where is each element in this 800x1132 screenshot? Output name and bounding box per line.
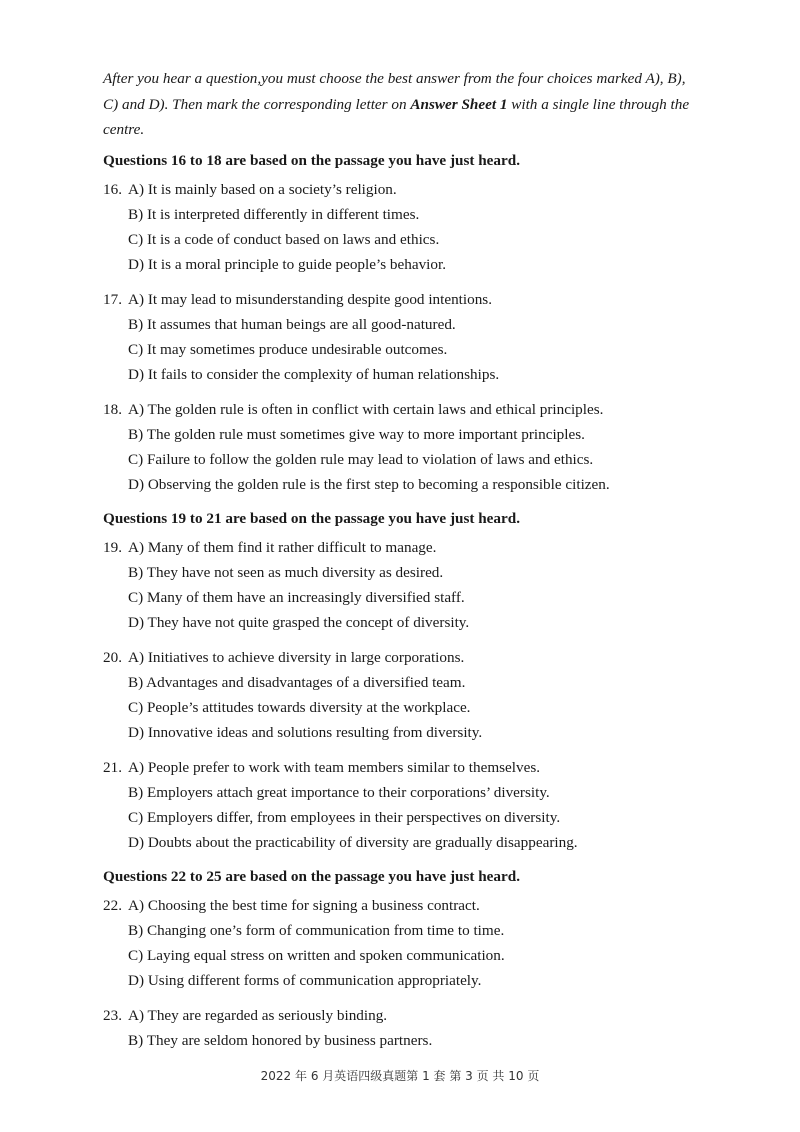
option-text: A) It may lead to misunderstanding despite good intentions. [128, 290, 493, 308]
page-footer: 2022 年 6 月英语四级真题第 1 套 第 3 页 共 10 页 [260, 1069, 540, 1083]
option-text: B) The golden rule must sometimes give way to more important principles. [128, 425, 585, 443]
option-c [103, 447, 703, 472]
option-text: B) Advantages and disadvantages of a diversified team. [128, 673, 466, 691]
option-d [103, 252, 703, 277]
option-text: A) Choosing the best time for signing a business contract. [128, 896, 480, 914]
option-c [103, 805, 703, 830]
option-text: D) Doubts about the practicability of diversity are gradually disappearing. [128, 833, 578, 851]
option-d [103, 472, 703, 497]
option-text: B) It is interpreted differently in different times. [128, 205, 420, 223]
option-a [103, 177, 703, 202]
option-text: C) Many of them have an increasingly diversified staff. [128, 588, 465, 606]
instructions-text-1: After you hear a question,you must choose the best answer from the four choices marked A), B), C) and D). Then mark the corresponding letter on [103, 70, 686, 113]
option-text: B) They have not seen as much diversity as desired. [128, 563, 444, 581]
option-c [103, 943, 703, 968]
option-a [103, 893, 703, 918]
option-text: C) It is a code of conduct based on laws and ethics. [128, 230, 440, 248]
option-text: D) Innovative ideas and solutions resulting from diversity. [128, 723, 483, 741]
section-heading: Questions 19 to 21 are based on the passage you have just heard. [103, 509, 520, 527]
question-number: 21. [103, 758, 122, 776]
option-text: C) It may sometimes produce undesirable outcomes. [128, 340, 448, 358]
listening-instructions [103, 66, 703, 143]
answer-sheet-label: Answer Sheet 1 [410, 95, 508, 113]
option-d [103, 610, 703, 635]
question-number: 22. [103, 896, 122, 914]
question-20 [103, 645, 703, 745]
instructions-text-2: with a single line through the centre. [103, 95, 690, 138]
option-a [103, 645, 703, 670]
option-c [103, 695, 703, 720]
option-d [103, 968, 703, 993]
question-18 [103, 397, 703, 497]
option-b [103, 780, 703, 805]
question-22 [103, 893, 703, 993]
option-b [103, 918, 703, 943]
option-b [103, 422, 703, 447]
option-b [103, 312, 703, 337]
question-16 [103, 177, 703, 277]
option-text: A) They are regarded as seriously binding. [128, 1006, 388, 1024]
question-23 [103, 1003, 703, 1053]
option-text: D) Using different forms of communication appropriately. [128, 971, 482, 989]
section-heading: Questions 16 to 18 are based on the passage you have just heard. [103, 151, 520, 169]
option-c [103, 227, 703, 252]
option-text: C) People’s attitudes towards diversity at the workplace. [128, 698, 471, 716]
option-text: C) Employers differ, from employees in their perspectives on diversity. [128, 808, 561, 826]
option-c [103, 337, 703, 362]
option-text: D) They have not quite grasped the concept of diversity. [128, 613, 470, 631]
option-text: B) They are seldom honored by business partners. [128, 1031, 433, 1049]
question-number: 17. [103, 290, 122, 308]
question-number: 23. [103, 1006, 122, 1024]
option-text: D) It is a moral principle to guide people’s behavior. [128, 255, 447, 273]
option-d [103, 362, 703, 387]
question-19 [103, 535, 703, 635]
option-text: A) It is mainly based on a society’s religion. [128, 180, 397, 198]
option-a [103, 1003, 703, 1028]
option-text: A) People prefer to work with team members similar to themselves. [128, 758, 541, 776]
option-text: D) Observing the golden rule is the first step to becoming a responsible citizen. [128, 475, 610, 493]
option-text: B) Changing one’s form of communication from time to time. [128, 921, 505, 939]
question-number: 19. [103, 538, 122, 556]
option-a [103, 287, 703, 312]
option-a [103, 535, 703, 560]
option-a [103, 397, 703, 422]
option-b [103, 202, 703, 227]
option-b [103, 670, 703, 695]
option-text: D) It fails to consider the complexity of human relationships. [128, 365, 500, 383]
option-text: B) Employers attach great importance to their corporations’ diversity. [128, 783, 550, 801]
option-text: A) The golden rule is often in conflict with certain laws and ethical principles. [128, 400, 604, 418]
option-b [103, 1028, 703, 1053]
option-d [103, 720, 703, 745]
option-text: B) It assumes that human beings are all good-natured. [128, 315, 456, 333]
option-b [103, 560, 703, 585]
question-number: 20. [103, 648, 122, 666]
option-d [103, 830, 703, 855]
option-text: A) Initiatives to achieve diversity in large corporations. [128, 648, 465, 666]
option-text: A) Many of them find it rather difficult to manage. [128, 538, 437, 556]
exam-page [103, 66, 703, 1053]
option-text: C) Laying equal stress on written and spoken communication. [128, 946, 505, 964]
question-number: 18. [103, 400, 122, 418]
option-a [103, 755, 703, 780]
question-17 [103, 287, 703, 387]
option-text: C) Failure to follow the golden rule may lead to violation of laws and ethics. [128, 450, 594, 468]
question-21 [103, 755, 703, 855]
section-heading: Questions 22 to 25 are based on the passage you have just heard. [103, 867, 520, 885]
question-number: 16. [103, 180, 122, 198]
option-c [103, 585, 703, 610]
